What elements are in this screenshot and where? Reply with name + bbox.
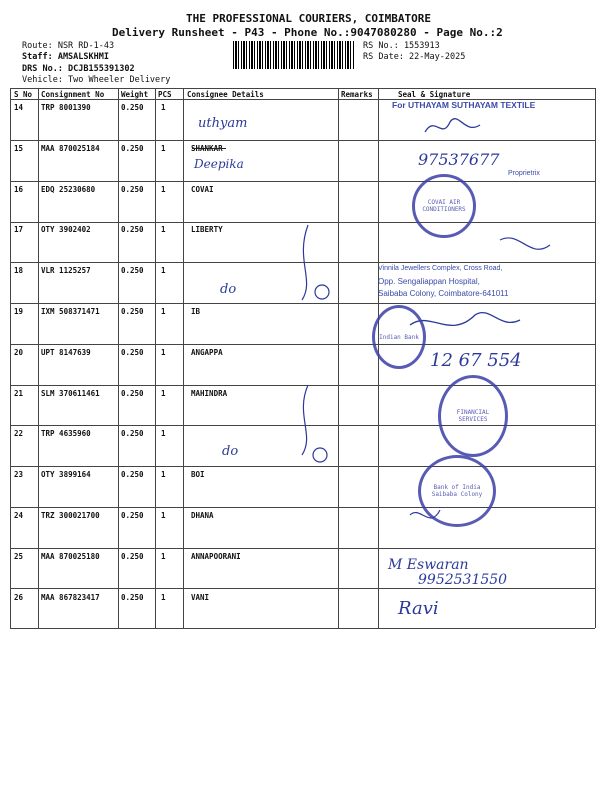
company-title: THE PROFESSIONAL COURIERS, COIMBATORE	[186, 12, 432, 25]
row-consignee-cell: ANNAPOORANI	[191, 551, 241, 561]
row-consignment-cell: UPT 8147639	[41, 347, 91, 357]
row-weight-cell: 0.250	[121, 511, 144, 520]
handwritten-phone-2: 9952531550	[418, 572, 508, 588]
col-border	[595, 88, 596, 628]
row-sno-cell: 23	[14, 470, 24, 480]
runsheet-subtitle: Delivery Runsheet - P43 - Phone No.:9047080280 - Page No.:2	[112, 26, 503, 39]
handwritten-uthyam: uthyam	[198, 116, 248, 131]
row-weight-cell: 0.250	[121, 429, 144, 439]
header-consignment: Consignment No	[41, 90, 105, 99]
row-pcs-cell: 1	[161, 470, 166, 480]
row-consignment-cell: OTY 3899164	[41, 470, 91, 480]
row-weight-cell: 0.250	[121, 388, 144, 398]
row-pcs-cell: 1	[161, 225, 166, 235]
row-pcs-cell: 1	[161, 143, 166, 153]
col-border	[183, 88, 184, 628]
stamp-address-2: Opp. Sengaliappan Hospital,	[378, 277, 480, 286]
handwritten-deepika: Deepika	[194, 157, 244, 171]
row-consignment-cell: TRZ 300021700	[41, 511, 100, 520]
col-border	[155, 88, 156, 628]
stamp-proprietrix: Proprietrix	[508, 170, 540, 177]
header-pcs: PCS	[158, 90, 172, 99]
stamp-covai-air	[412, 174, 476, 238]
row-consignment-cell: TRP 8001390	[41, 103, 91, 112]
row-sno-cell: 15	[14, 143, 24, 153]
row-consignee-cell: COVAI	[191, 184, 214, 194]
row-weight-cell: 0.250	[121, 184, 144, 194]
col-border	[10, 88, 11, 628]
row-sno-cell: 22	[14, 429, 24, 439]
row-consignment-cell: OTY 3902402	[41, 225, 91, 235]
row-sno-cell: 14	[14, 103, 24, 112]
staff-label: Staff: AMSALSKHMI	[22, 52, 109, 62]
row-sno-cell: 24	[14, 511, 24, 520]
row-weight-cell: 0.250	[121, 551, 144, 561]
handwritten-do-1: do	[220, 282, 237, 297]
stamp-bank-of-india-text: Bank of India	[433, 484, 481, 491]
row-weight-cell: 0.250	[121, 307, 144, 316]
row-consignee-cell: VANI	[191, 592, 210, 602]
row-pcs-cell: 1	[161, 388, 166, 398]
header-weight: Weight	[121, 90, 149, 99]
row-weight-cell: 0.250	[121, 266, 144, 276]
row-sno-cell: 26	[14, 592, 24, 602]
row-sno-cell: 25	[14, 551, 24, 561]
stamp-indian-bank-text: Indian Bank	[379, 333, 419, 341]
row-consignment-cell: MAA 867823417	[41, 592, 100, 602]
row-weight-cell: 0.250	[121, 347, 144, 357]
row-consignment-cell: SLM 370611461	[41, 388, 100, 398]
col-border	[38, 88, 39, 628]
handwritten-eswaran: M Eswaran	[388, 557, 469, 573]
row-consignment-cell: MAA 870025184	[41, 143, 100, 153]
table-top-border	[10, 88, 595, 89]
row-weight-cell: 0.250	[121, 225, 144, 235]
row-pcs-cell: 1	[161, 266, 166, 276]
row-pcs-cell: 1	[161, 429, 166, 439]
header-remarks: Remarks	[341, 90, 373, 99]
row-sno-cell: 21	[14, 388, 24, 398]
row-pcs-cell: 1	[161, 347, 166, 357]
route-label: Route: NSR RD-1-43	[22, 41, 115, 51]
row-sno-cell: 16	[14, 184, 24, 194]
stamp-saibaba-text: Saibaba Colony	[431, 491, 483, 498]
row-consignee-cell: DHANA	[191, 511, 214, 520]
col-border	[118, 88, 119, 628]
row-pcs-cell: 1	[161, 592, 166, 602]
row-pcs-cell: 1	[161, 307, 166, 316]
stamp-uthayam: For UTHAYAM SUTHAYAM TEXTILE	[392, 100, 536, 110]
row-consignment-cell: EDQ 25230680	[41, 184, 96, 194]
row-sno-cell: 18	[14, 266, 24, 276]
drs-label: DRS No.: DCJB155391302	[22, 64, 135, 74]
stamp-indian-bank	[372, 305, 426, 369]
stamp-address-3: Saibaba Colony, Coimbatore-641011	[378, 289, 509, 298]
row-weight-cell: 0.250	[121, 592, 144, 602]
row-pcs-cell: 1	[161, 551, 166, 561]
row-pcs-cell: 1	[161, 103, 166, 112]
row-consignee-cell: LIBERTY	[191, 225, 223, 235]
row-consignee-cell: ANGAPPA	[191, 347, 223, 357]
row-pcs-cell: 1	[161, 511, 166, 520]
row-consignment-cell: TRP 4635960	[41, 429, 91, 439]
row-weight-cell: 0.250	[121, 103, 144, 112]
stamp-financial-text: FINANCIAL SERVICES	[456, 409, 490, 423]
barcode	[233, 41, 355, 69]
row-consignee-cell: MAHINDRA	[191, 388, 228, 398]
row-pcs-cell: 1	[161, 184, 166, 194]
signature-scribbles	[380, 110, 595, 630]
strike-line	[192, 148, 226, 149]
handwritten-number-2: 12 67 554	[430, 350, 522, 371]
row-sno-cell: 19	[14, 307, 24, 316]
handwritten-ravi: Ravi	[398, 598, 439, 619]
row-sno-cell: 17	[14, 225, 24, 235]
stamp-address-1: Vinnila Jewellers Complex, Cross Road,	[378, 265, 503, 272]
stamp-bank-of-india	[418, 455, 496, 527]
header-consignee: Consignee Details	[187, 90, 264, 99]
rs-date-label: RS Date: 22-May-2025	[363, 52, 466, 62]
handwritten-do-2: do	[222, 444, 239, 459]
row-consignee-cell: BOI	[191, 470, 205, 480]
rs-no-label: RS No.: 1553913	[363, 41, 440, 51]
row-consignee-cell: IB	[191, 307, 201, 316]
row-weight-cell: 0.250	[121, 143, 144, 153]
row-weight-cell: 0.250	[121, 470, 144, 480]
row-consignment-cell: VLR 1125257	[41, 266, 91, 276]
header-sno: S No	[14, 90, 33, 99]
header-seal-signature: Seal & Signature	[398, 90, 471, 99]
stamp-covai-air-text: COVAI AIR CONDITIONERS	[422, 199, 466, 213]
row-sno-cell: 20	[14, 347, 24, 357]
handwritten-phone-1: 97537677	[418, 150, 500, 169]
row-consignment-cell: MAA 870025180	[41, 551, 100, 561]
ditto-marks	[290, 220, 350, 480]
vehicle-label: Vehicle: Two Wheeler Delivery	[22, 75, 171, 85]
stamp-financial	[438, 375, 508, 457]
row-consignment-cell: IXM 508371471	[41, 307, 100, 316]
